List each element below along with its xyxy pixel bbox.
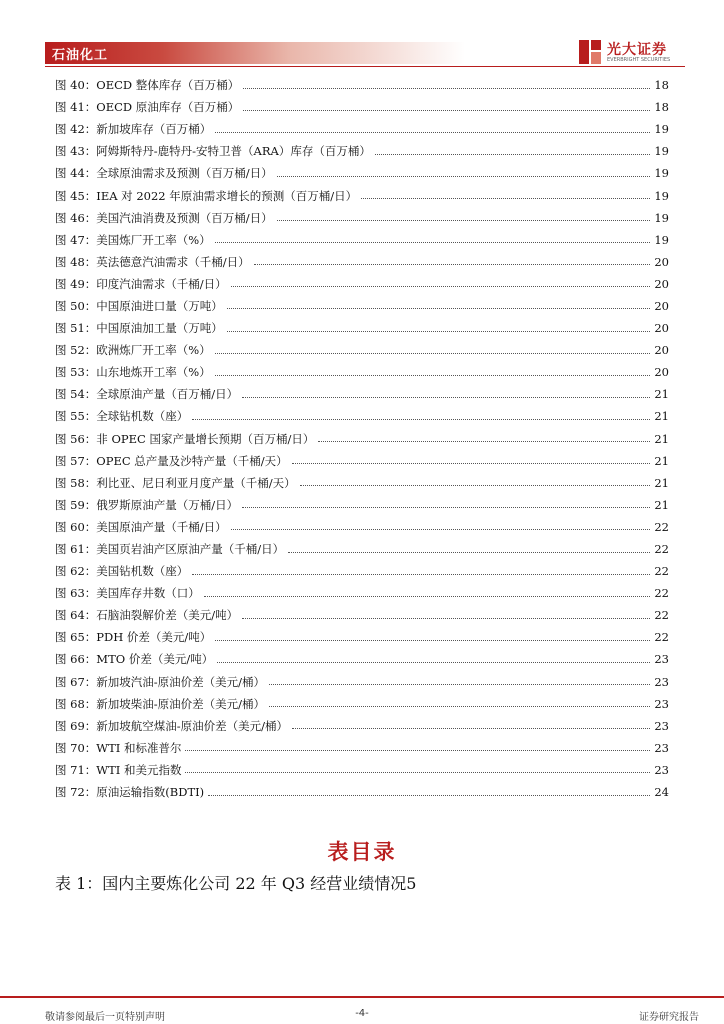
toc-entry-label: 图 55：全球钻机数（座） — [55, 409, 189, 424]
toc-entry-page: 22 — [654, 564, 669, 579]
toc-entry-label: 图 42：新加坡库存（百万桶） — [55, 122, 212, 137]
toc-entry-page: 21 — [654, 431, 669, 446]
toc-entry-page: 19 — [654, 210, 669, 225]
toc-entry-label: 图 44：全球原油需求及预测（百万桶/日） — [55, 166, 273, 181]
figure-toc-entry[interactable] — [55, 428, 669, 450]
toc-entry-label: 图 59：俄罗斯原油产量（万桶/日） — [55, 497, 239, 512]
dot-leader — [242, 618, 650, 619]
dot-leader — [185, 772, 650, 773]
toc-entry-label: 图 63：美国库存井数（口） — [55, 586, 200, 601]
toc-entry-label: 图 61：美国页岩油产区原油产量（千桶/日） — [55, 542, 285, 557]
figure-toc-entry[interactable] — [55, 361, 669, 383]
toc-entry-page: 23 — [654, 652, 669, 667]
toc-entry-label: 图 70：WTI 和标准普尔 — [55, 740, 182, 755]
figure-toc-entry[interactable] — [55, 96, 669, 118]
toc-entry-label: 表 1：国内主要炼化公司 22 年 Q3 经营业绩情况 — [55, 874, 407, 893]
figure-toc-entry[interactable] — [55, 781, 669, 803]
toc-entry-page: 18 — [654, 78, 669, 93]
figure-toc-entry[interactable] — [55, 339, 669, 361]
toc-entry-page: 23 — [654, 740, 669, 755]
brand-name: 光大证券 — [607, 42, 667, 58]
toc-entry-label: 图 48：英法德意汽油需求（千桶/日） — [55, 254, 250, 269]
figure-toc-entry[interactable] — [55, 162, 669, 184]
figure-toc-entry[interactable] — [55, 140, 669, 162]
toc-entry-label: 图 46：美国汽油消费及预测（百万桶/日） — [55, 210, 273, 225]
toc-entry-label: 图 65：PDH 价差（美元/吨） — [55, 630, 212, 645]
dot-leader — [269, 684, 650, 685]
toc-entry-page: 19 — [654, 166, 669, 181]
dot-leader — [215, 353, 651, 354]
header-divider — [45, 66, 685, 67]
brand-name-en: EVERBRIGHT SECURITIES — [607, 57, 671, 63]
toc-entry-page: 5 — [406, 874, 417, 893]
dot-leader — [192, 419, 650, 420]
toc-entry-page: 21 — [654, 497, 669, 512]
figure-toc-entry[interactable] — [55, 273, 669, 295]
toc-entry-page: 21 — [654, 409, 669, 424]
figure-list — [55, 74, 669, 803]
toc-entry-page: 22 — [654, 519, 669, 534]
figure-toc-entry[interactable] — [55, 251, 669, 273]
toc-entry-page: 23 — [654, 762, 669, 777]
page-number: -4- — [355, 1008, 369, 1019]
toc-entry-label: 图 60：美国原油产量（千桶/日） — [55, 519, 227, 534]
dot-leader — [243, 88, 650, 89]
footer-report-type: 证券研究报告 — [639, 1012, 699, 1023]
dot-leader — [292, 728, 650, 729]
figure-toc-entry[interactable] — [55, 604, 669, 626]
figure-toc-entry[interactable] — [55, 494, 669, 516]
toc-entry-label: 图 45：IEA 对 2022 年原油需求增长的预测（百万桶/日） — [55, 188, 358, 203]
figure-toc-entry[interactable] — [55, 472, 669, 494]
toc-entry-page: 22 — [654, 630, 669, 645]
table-toc-entry[interactable] — [55, 871, 669, 894]
dot-leader — [227, 308, 651, 309]
brand-logo — [579, 38, 689, 68]
toc-entry-label: 图 54：全球原油产量（百万桶/日） — [55, 387, 239, 402]
dot-leader — [292, 463, 651, 464]
dot-leader — [243, 110, 650, 111]
toc-entry-page: 22 — [654, 586, 669, 601]
toc-entry-page: 20 — [654, 298, 669, 313]
dot-leader — [215, 375, 651, 376]
toc-entry-label: 图 68：新加坡柴油-原油价差（美元/桶） — [55, 696, 266, 711]
table-list — [55, 871, 669, 894]
dot-leader — [375, 154, 651, 155]
everbright-logo-icon — [579, 40, 601, 64]
figure-toc-entry[interactable] — [55, 693, 669, 715]
figure-toc-entry[interactable] — [55, 207, 669, 229]
figure-toc-entry[interactable] — [55, 759, 669, 781]
toc-entry-page: 23 — [654, 718, 669, 733]
dot-leader — [277, 220, 651, 221]
section-label: 石油化工 — [52, 48, 109, 63]
dot-leader — [231, 529, 651, 530]
toc-entry-label: 图 67：新加坡汽油-原油价差（美元/桶） — [55, 674, 266, 689]
dot-leader — [217, 662, 650, 663]
toc-entry-label: 图 47：美国炼厂开工率（%） — [55, 232, 211, 247]
toc-entry-page: 22 — [654, 608, 669, 623]
dot-leader — [318, 441, 650, 442]
figure-toc-entry[interactable] — [55, 295, 669, 317]
toc-entry-label: 图 40：OECD 整体库存（百万桶） — [55, 78, 240, 93]
figure-toc-entry[interactable] — [55, 538, 669, 560]
dot-leader — [204, 596, 651, 597]
toc-entry-page: 20 — [654, 365, 669, 380]
toc-entry-label: 图 62：美国钻机数（座） — [55, 564, 189, 579]
toc-entry-page: 20 — [654, 343, 669, 358]
dot-leader — [215, 132, 650, 133]
toc-entry-label: 图 41：OECD 原油库存（百万桶） — [55, 100, 240, 115]
dot-leader — [361, 198, 650, 199]
figure-toc-entry[interactable] — [55, 229, 669, 251]
dot-leader — [215, 242, 651, 243]
toc-entry-page: 19 — [654, 144, 669, 159]
footer-disclaimer: 敬请参阅最后一页特别声明 — [45, 1012, 165, 1023]
dot-leader — [227, 331, 651, 332]
figure-toc-entry[interactable] — [55, 737, 669, 759]
dot-leader — [242, 507, 650, 508]
dot-leader — [185, 750, 650, 751]
figure-toc-entry[interactable] — [55, 626, 669, 648]
toc-entry-label: 图 58：利比亚、尼日利亚月度产量（千桶/天） — [55, 475, 296, 490]
figure-toc-entry[interactable] — [55, 560, 669, 582]
toc-entry-page: 19 — [654, 188, 669, 203]
figure-toc-entry[interactable] — [55, 516, 669, 538]
toc-entry-page: 21 — [654, 475, 669, 490]
toc-entry-page: 24 — [654, 785, 669, 800]
figure-toc-entry[interactable] — [55, 184, 669, 206]
dot-leader — [269, 706, 650, 707]
toc-entry-label: 图 69：新加坡航空煤油-原油价差（美元/桶） — [55, 718, 289, 733]
toc-entry-label: 图 49：印度汽油需求（千桶/日） — [55, 276, 227, 291]
figure-toc-entry[interactable] — [55, 582, 669, 604]
toc-entry-label: 图 64：石脑油裂解价差（美元/吨） — [55, 608, 239, 623]
dot-leader — [192, 574, 650, 575]
figure-toc-entry[interactable] — [55, 648, 669, 670]
toc-entry-page: 20 — [654, 276, 669, 291]
dot-leader — [254, 264, 651, 265]
toc-entry-page: 18 — [654, 100, 669, 115]
toc-entry-page: 19 — [654, 232, 669, 247]
figure-toc-entry[interactable] — [55, 317, 669, 339]
toc-entry-label: 图 50：中国原油进口量（万吨） — [55, 298, 223, 313]
figure-toc-entry[interactable] — [55, 405, 669, 427]
dot-leader — [215, 640, 650, 641]
toc-entry-label: 图 72：原油运输指数(BDTI) — [55, 785, 205, 800]
figure-toc-entry[interactable] — [55, 671, 669, 693]
dot-leader — [277, 176, 651, 177]
toc-entry-page: 23 — [654, 674, 669, 689]
figure-toc-entry[interactable] — [55, 383, 669, 405]
toc-entry-page: 23 — [654, 696, 669, 711]
footer-divider — [0, 996, 724, 998]
toc-entry-page: 21 — [654, 387, 669, 402]
figure-toc-entry[interactable] — [55, 715, 669, 737]
toc-entry-label: 图 56：非 OPEC 国家产量增长预期（百万桶/日） — [55, 431, 315, 446]
toc-entry-label: 图 53：山东地炼开工率（%） — [55, 365, 211, 380]
toc-entry-label: 图 51：中国原油加工量（万吨） — [55, 321, 223, 336]
toc-entry-label: 图 57：OPEC 总产量及沙特产量（千桶/天） — [55, 453, 288, 468]
dot-leader — [288, 552, 650, 553]
dot-leader — [231, 286, 651, 287]
figure-toc-entry[interactable] — [55, 118, 669, 140]
toc-entry-page: 21 — [654, 453, 669, 468]
toc-entry-label: 图 71：WTI 和美元指数 — [55, 762, 182, 777]
dot-leader — [242, 397, 650, 398]
dot-leader — [300, 485, 651, 486]
toc-entry-page: 20 — [654, 321, 669, 336]
dot-leader — [208, 795, 650, 796]
toc-entry-label: 图 52：欧洲炼厂开工率（%） — [55, 343, 211, 358]
tables-section-title: 表目录 — [327, 840, 397, 864]
figure-toc-entry[interactable] — [55, 450, 669, 472]
toc-entry-page: 22 — [654, 542, 669, 557]
figure-toc-entry[interactable] — [55, 74, 669, 96]
toc-entry-label: 图 43：阿姆斯特丹-鹿特丹-安特卫普（ARA）库存（百万桶） — [55, 144, 371, 159]
toc-entry-label: 图 66：MTO 价差（美元/吨） — [55, 652, 214, 667]
toc-entry-page: 20 — [654, 254, 669, 269]
toc-entry-page: 19 — [654, 122, 669, 137]
